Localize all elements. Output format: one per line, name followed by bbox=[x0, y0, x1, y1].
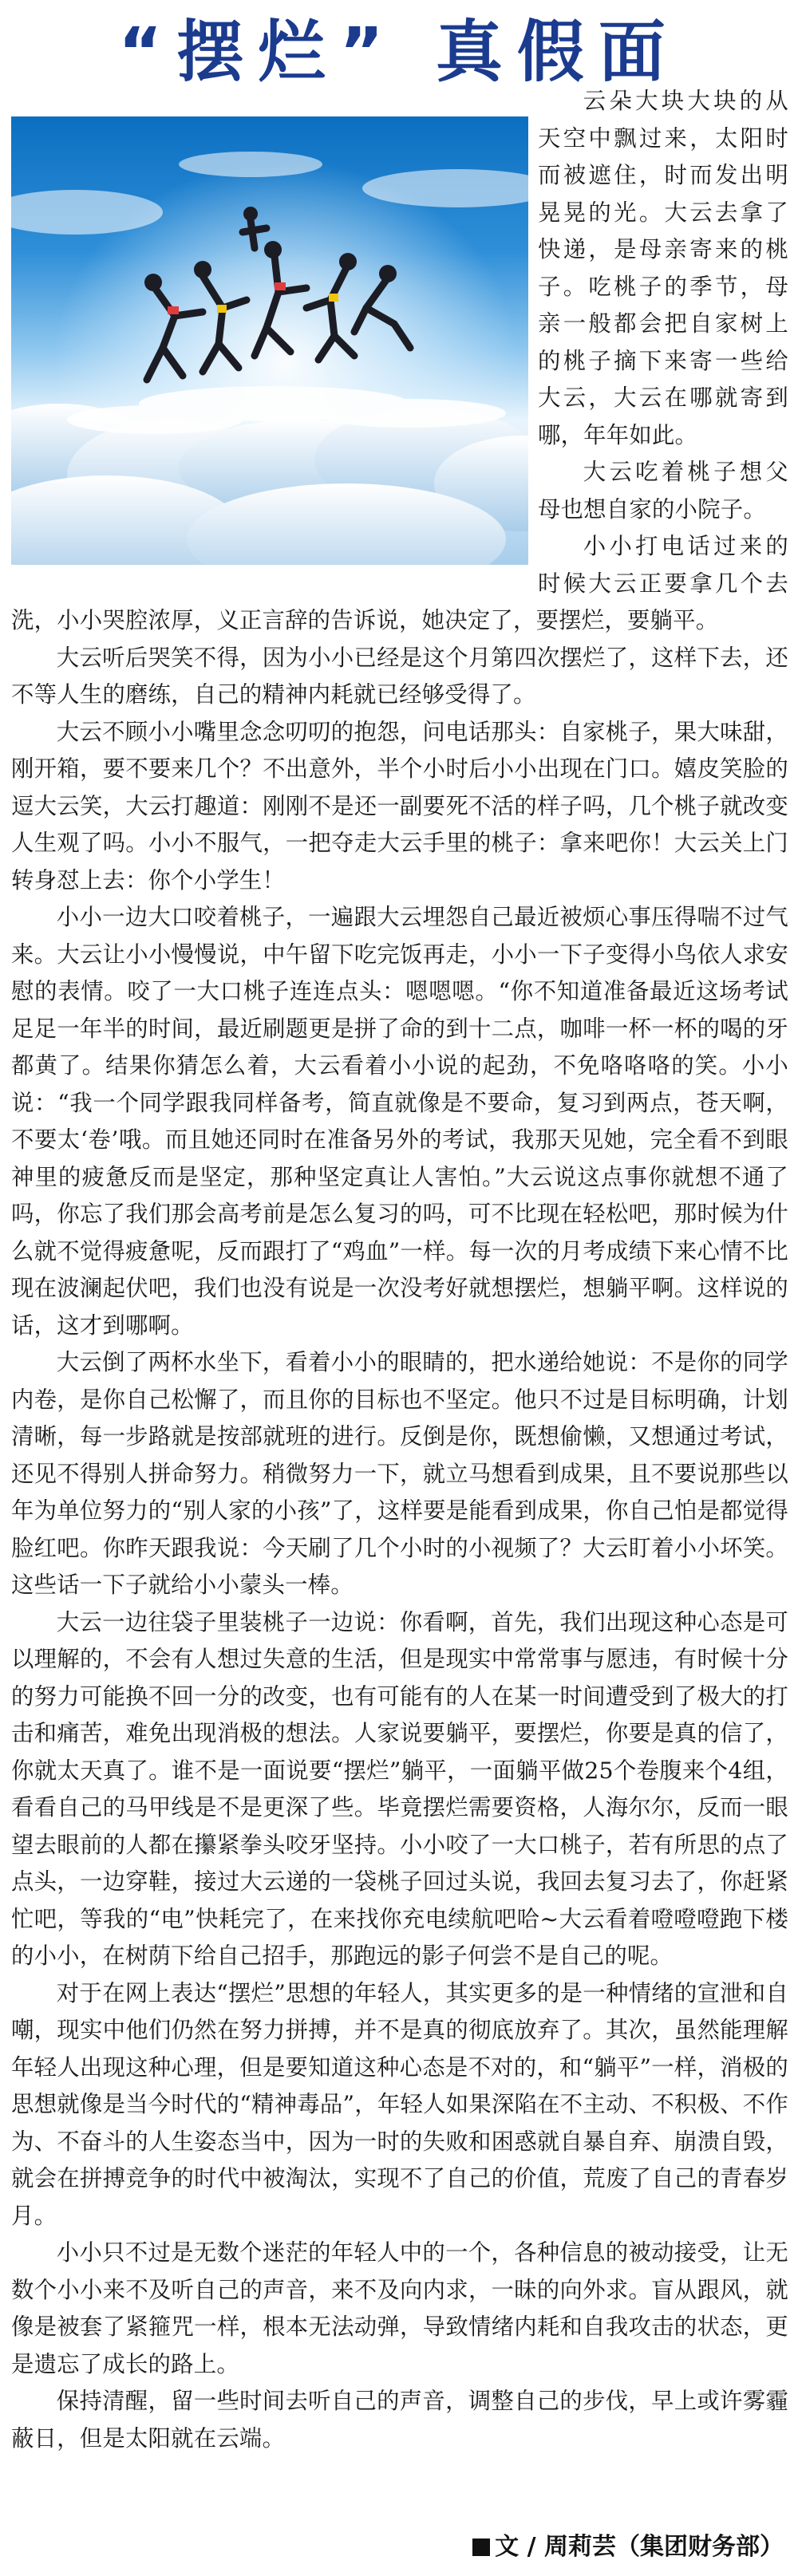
article-byline bbox=[472, 2529, 784, 2566]
paragraph-11: 保持清醒，留一些时间去听自己的声音，调整自己的步伐，早上或许雾霾蔽日，但是太阳就在云端。 bbox=[11, 2388, 788, 2452]
paragraph-6: 小小一边大口咬着桃子，一遍跟大云埋怨自己最近被烦心事压得喘不过气来。大云让小小慢慢说，中午留下吃完饭再走，小小一下子变得小鸟依人求安慰的表情。咬了一大口桃子连连点头：嗯嗯嗯。“你不知道准备最近这场考试足足一年半的时间，最近刷题更是拼了命的到十二点，咖啡一杯一杯的喝的牙都黄了。结果你猜怎么着，大云看着小小说的起劲，不免咯咯咯的笑。小小说：“我一个同学跟我同样备考，简直就像是不要命，复习到两点，苍天啊，不要太‘卷’哦。而且她还同时在准备另外的考试，我那天见她，完全看不到眼神里的疲惫反而是坚定，那种坚定真让人害怕。”大云说这点事你就想不通了吗，你忘了我们那会高考前是怎么复习的吗，可不比现在轻松吧，那时候为什么就不觉得疲惫呢，反而跟打了“鸡血”一样。每一次的月考成绩下来心情不比现在波澜起伏吧，我们也没有说是一次没考好就想摆烂，想躺平啊。这样说的话，这才到哪啊。 bbox=[11, 904, 788, 1339]
paragraph-1: 云朵大块大块的从天空中飘过来，太阳时而被遮住，时而发出明晃晃的光。大云去拿了快递，是母亲寄来的桃子。吃桃子的季节，母亲一般都会把自家树上的桃子摘下来寄一些给大云，大云在哪就寄到哪，年年如此。 bbox=[538, 88, 788, 448]
paragraph-9: 对于在网上表达“摆烂”思想的年轻人，其实更多的是一种情绪的宣泄和自嘲，现实中他们仍然在努力拼搏，并不是真的彻底放弃了。其次，虽然能理解年轻人出现这种心理，但是要知道这种心态是不对的，和“躺平”一样，消极的思想就像是当今时代的“精神毒品”，年轻人如果深陷在不主动、不积极、不作为、不奋斗的人生姿态当中，因为一时的失败和困惑就自暴自弃、崩溃自毁，就会在拼搏竞争的时代中被淘汰，实现不了自己的价值，荒废了自己的青春岁月。 bbox=[11, 1979, 788, 2229]
paragraph-2: 大云吃着桃子想父母也想自家的小院子。 bbox=[538, 459, 788, 523]
paragraph-3: 小小打电话过来的时候大云正要拿几个去洗，小小哭腔浓厚，义正言辞的告诉说，她决定了，要摆烂，要躺平。 bbox=[11, 533, 788, 633]
skydivers-formation-icon bbox=[11, 116, 528, 565]
paragraph-10: 小小只不过是无数个迷茫的年轻人中的一个，各种信息的被动接受，让无数个小小来不及听自己的声音，来不及向内求，一昧的向外求。盲从跟风，就像是被套了紧箍咒一样，根本无法动弹，导致情绪内耗和自我攻击的状态，更是遗忘了成长的路上。 bbox=[11, 2239, 788, 2377]
paragraph-7: 大云倒了两杯水坐下，看着小小的眼睛的，把水递给她说：不是你的同学内卷，是你自己松懈了，而且你的目标也不坚定。他只不过是目标明确，计划清晰，每一步路就是按部就班的进行。反倒是你，既想偷懒，又想通过考试，还见不得别人拼命努力。稍微努力一下，就立马想看到成果，且不要说那些以年为单位努力的“别人家的小孩”了，这样要是能看到成果，你自己怕是都觉得脸红吧。你昨天跟我说：今天刷了几个小时的小视频了？大云盯着小小坏笑。这些话一下子就给小小蒙头一棒。 bbox=[11, 1349, 788, 1598]
article-title: “摆烂” 真假面 bbox=[118, 13, 680, 91]
paragraph-8: 大云一边往袋子里装桃子一边说：你看啊，首先，我们出现这种心态是可以理解的，不会有人想过失意的生活，但是现实中常常事与愿违，有时候十分的努力可能换不回一分的改变，也有可能有的人在某一时间遭受到了极大的打击和痛苦，难免出现消极的想法。人家说要躺平，要摆烂，你要是真的信了，你就太天真了。谁不是一面说要“摆烂”躺平，一面躺平做25个卷腹来个4组，看看自己的马甲线是不是更深了些。毕竟摆烂需要资格，人海尔尔，反而一眼望去眼前的人都在攥紧拳头咬牙坚持。小小咬了一大口桃子，若有所思的点了点头，一边穿鞋，接过大云递的一袋桃子回过头说，我回去复习去了，你赶紧忙吧，等我的“电”快耗完了，在来找你充电续航吧哈~大云看着噔噔噔跑下楼的小小，在树荫下给自己招手，那跑远的影子何尝不是自己的呢。 bbox=[11, 1608, 788, 1969]
byline-text: 文 / 周莉芸（集团财务部） bbox=[495, 2533, 784, 2561]
paragraph-5: 大云不顾小小嘴里念念叨叨的抱怨，问电话那头：自家桃子，果大味甜，刚开箱，要不要来几个？不出意外，半个小时后小小出现在门口。嬉皮笑脸的逗大云笑，大云打趣道：刚刚不是还一副要死不活的样子吗，几个桃子就改变人生观了吗。小小不服气，一把夺走大云手里的桃子：拿来吧你！大云关上门转身怼上去：你个小学生！ bbox=[11, 718, 788, 894]
paragraph-4: 大云听后哭笑不得，因为小小已经是这个月第四次摆烂了，这样下去，还不等人生的磨练，自己的精神内耗就已经够受得了。 bbox=[11, 644, 788, 708]
skydivers-photo bbox=[11, 116, 528, 565]
square-bullet-icon bbox=[472, 2539, 490, 2556]
